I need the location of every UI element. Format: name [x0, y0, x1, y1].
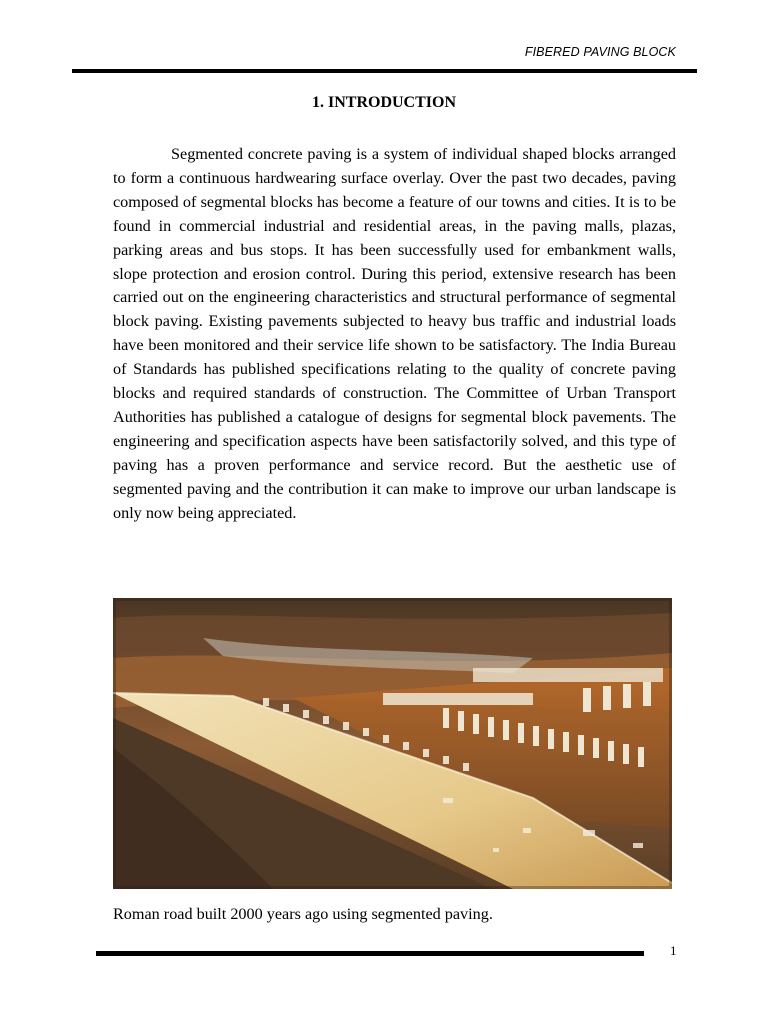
- figure-caption: Roman road built 2000 years ago using segmented paving.: [113, 905, 493, 923]
- header-rule: [72, 69, 697, 73]
- intro-paragraph: Segmented concrete paving is a system of individual shaped blocks arranged to form a continuous hardwearing surface overlay. Over the past two decades, paving composed of segmental blocks has become a feature of our towns and cities. It is to be found in commercial industrial and residential areas, in the paving malls, plazas, parking areas and bus stops. It has been successfully used for embankment walls, slope protection and erosion control. During this period, extensive research has been carried out on the engineering characteristics and structural performance of segmental block paving. Existing pavements subjected to heavy bus traffic and industrial loads have been monitored and their service life shown to be satisfactory. The India Bureau of Standards has published specifications relating to the quality of concrete paving blocks and required standards of construction. The Committee of Urban Transport Authorities has published a catalogue of designs for segmental block pavements. The engineering and specification aspects have been satisfactorily solved, and this type of paving has a proven performance and service record. But the aesthetic use of segmented paving and the contribution it can make to improve our urban landscape is only now being appreciated.: [113, 145, 676, 522]
- section-heading-text: 1. INTRODUCTION: [311, 94, 456, 111]
- footer-rule: [96, 951, 644, 956]
- running-header-title: FIBERED PAVING BLOCK: [524, 45, 676, 59]
- section-heading: [0, 94, 768, 112]
- page-number: 1: [670, 943, 677, 958]
- roman-road-photo: [113, 598, 672, 889]
